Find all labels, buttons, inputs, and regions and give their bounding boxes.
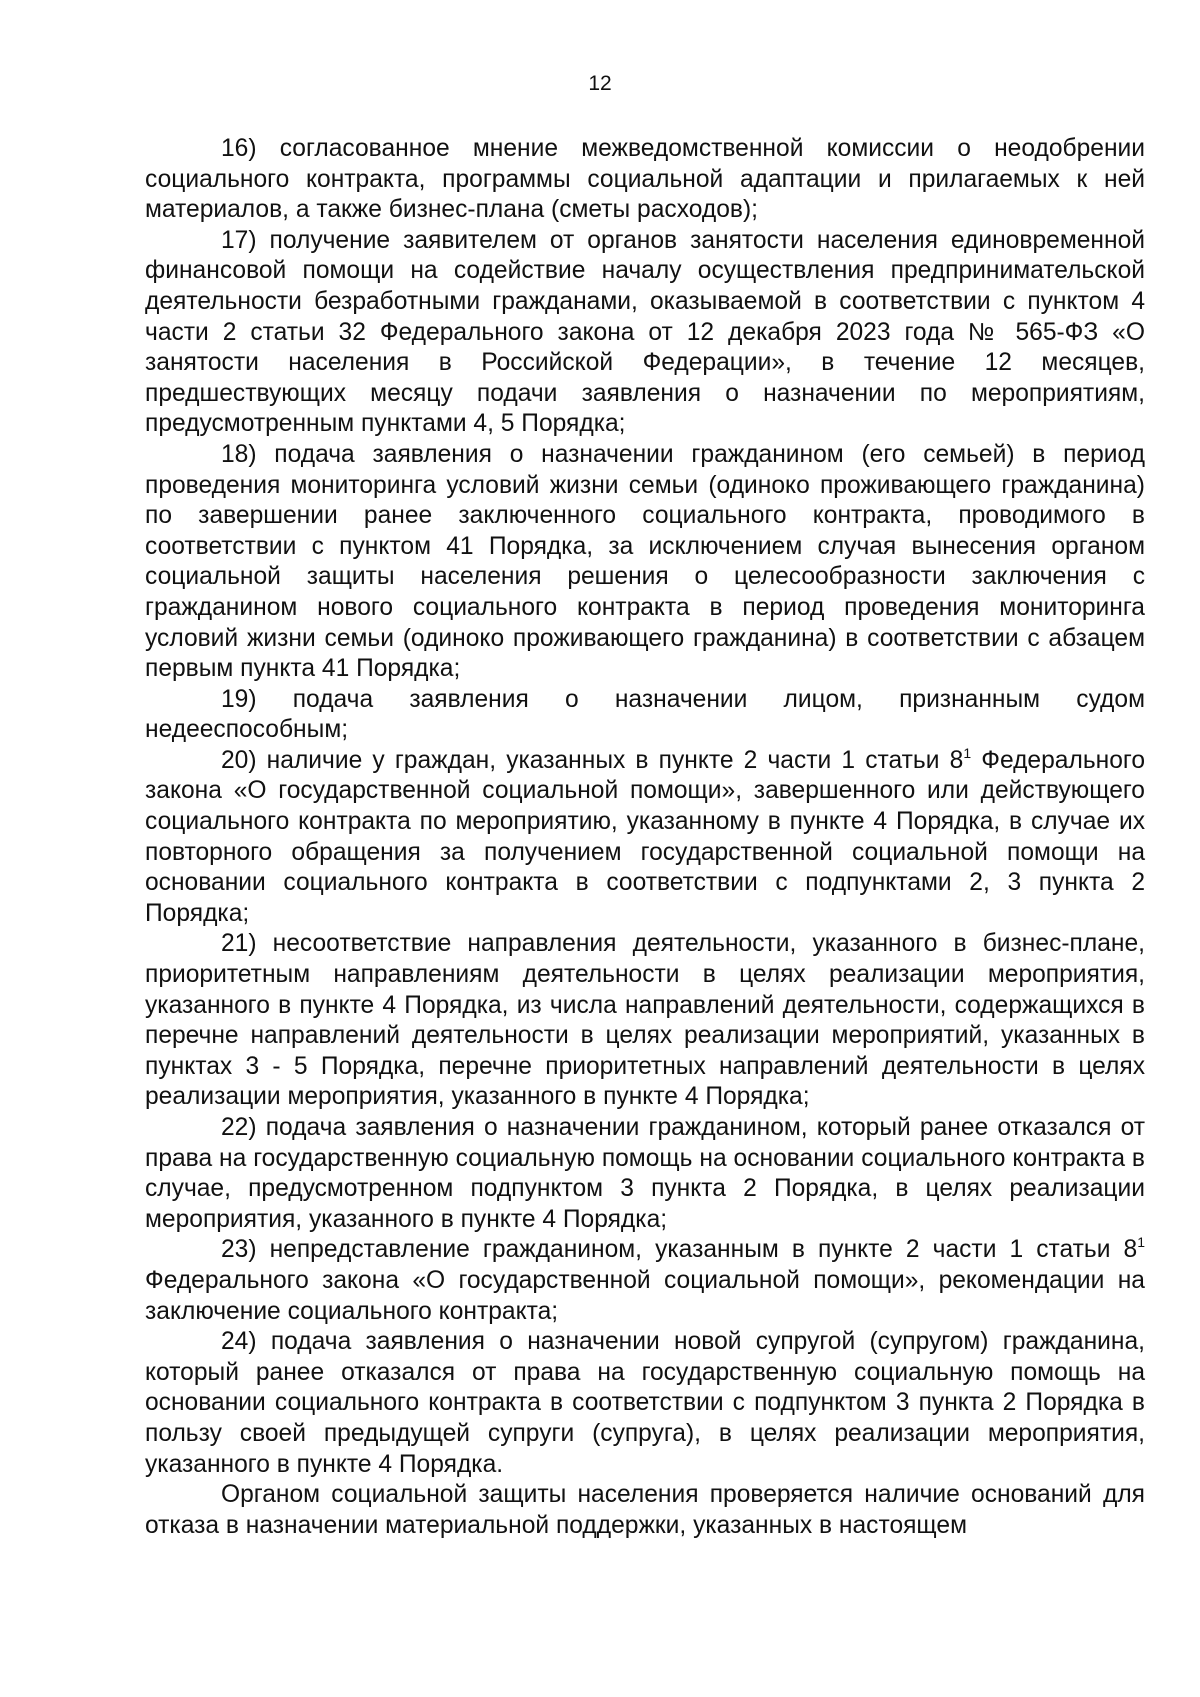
item-23-text-start: 23) непредставление гражданином, указанным в пункте 2 части 1 статьи 8 [221, 1236, 1138, 1264]
item-22: 22) подача заявления о назначении гражданином, который ранее отказался от права на государственную социальную помощь на основании социального контракта в случае, предусмотренном подпунктом 3 пункта 2 Порядка, в целях реализации мероприятия, указанного в пункте 4 Порядка; [145, 1114, 1145, 1233]
item-24: 24) подача заявления о назначении новой супругой (супругом) гражданина, который ранее отказался от права на государственную социальную помощь на основании социального контракта в соответствии с подпунктом 3 пункта 2 Порядка в пользу своей предыдущей супруги (супруга), в целях реализации мероприятия, указанного в пункте 4 Порядка. [145, 1328, 1145, 1478]
item-21: 21) несоответствие направления деятельности, указанного в бизнес-плане, приоритетным направлениям деятельности в целях реализации мероприятия, указанного в пункте 4 Порядка, из числа направлений деятельности, содержащихся в перечне направлений деятельности в целях реализации мероприятий, указанных в пунктах 3 - 5 Порядка, перечне приоритетных направлений деятельности в целях реализации мероприятия, указанного в пункте 4 Порядка; [145, 930, 1145, 1111]
closing-paragraph: Органом социальной защиты населения проверяется наличие оснований для отказа в назначении материальной поддержки, указанных в настоящем [145, 1481, 1145, 1539]
item-16: 16) согласованное мнение межведомственной комиссии о неодобрении социального контракта, программы социальной адаптации и прилагаемых к ней материалов, а также бизнес-плана (сметы расходов); [145, 135, 1145, 224]
item-23 [145, 1235, 1145, 1327]
item-23-superscript: 1 [1137, 1234, 1145, 1251]
item-20-text-start: 20) наличие у граждан, указанных в пункте 2 части 1 статьи 8 [221, 746, 964, 774]
item-20 [145, 746, 1145, 930]
item-18: 18) подача заявления о назначении гражданином (его семьей) в период проведения мониторинга условий жизни семьи (одиноко проживающего гражданина) по завершении ранее заключенного социального контракта, проводимого в соответствии с пунктом 41 Порядка, за исключением случая вынесения органом социальной защиты населения решения о целесообразности заключения с гражданином нового социального контракта в период проведения мониторинга условий жизни семьи (одиноко проживающего гражданина) в соответствии с абзацем первым пункта 41 Порядка; [145, 440, 1145, 683]
item-20-superscript: 1 [963, 744, 972, 761]
item-17: 17) получение заявителем от органов занятости населения единовременной финансовой помощи на содействие началу осуществления предпринимательской деятельности безработными гражданами, оказываемой в соответствии с пунктом 4 части 2 статьи 32 Федерального закона от 12 декабря 2023 года № 565-ФЗ «О занятости населения в Российской Федерации», в течение 12 месяцев, предшествующих месяцу подачи заявления о назначении по мероприятиям, предусмотренным пунктами 4, 5 Порядка; [145, 226, 1145, 438]
item-23-text-end: Федерального закона «О государственной социальной помощи», рекомендации на заключение социального контракта; [145, 1266, 1145, 1325]
item-20-text-end: Федерального закона «О государственной социальной помощи», завершенного или действующего социального контракта по мероприятию, указанному в пункте 4 Порядка, в случае их повторного обращения за получением государственной социальной помощи на основании социального контракта в соответствии с подпунктами 2, 3 пункта 2 Порядка; [145, 746, 1145, 927]
item-19: 19) подача заявления о назначении лицом, признанным судом недееспособным; [145, 685, 1145, 744]
page-number: 12 [588, 72, 612, 95]
document-body [145, 134, 1145, 1541]
